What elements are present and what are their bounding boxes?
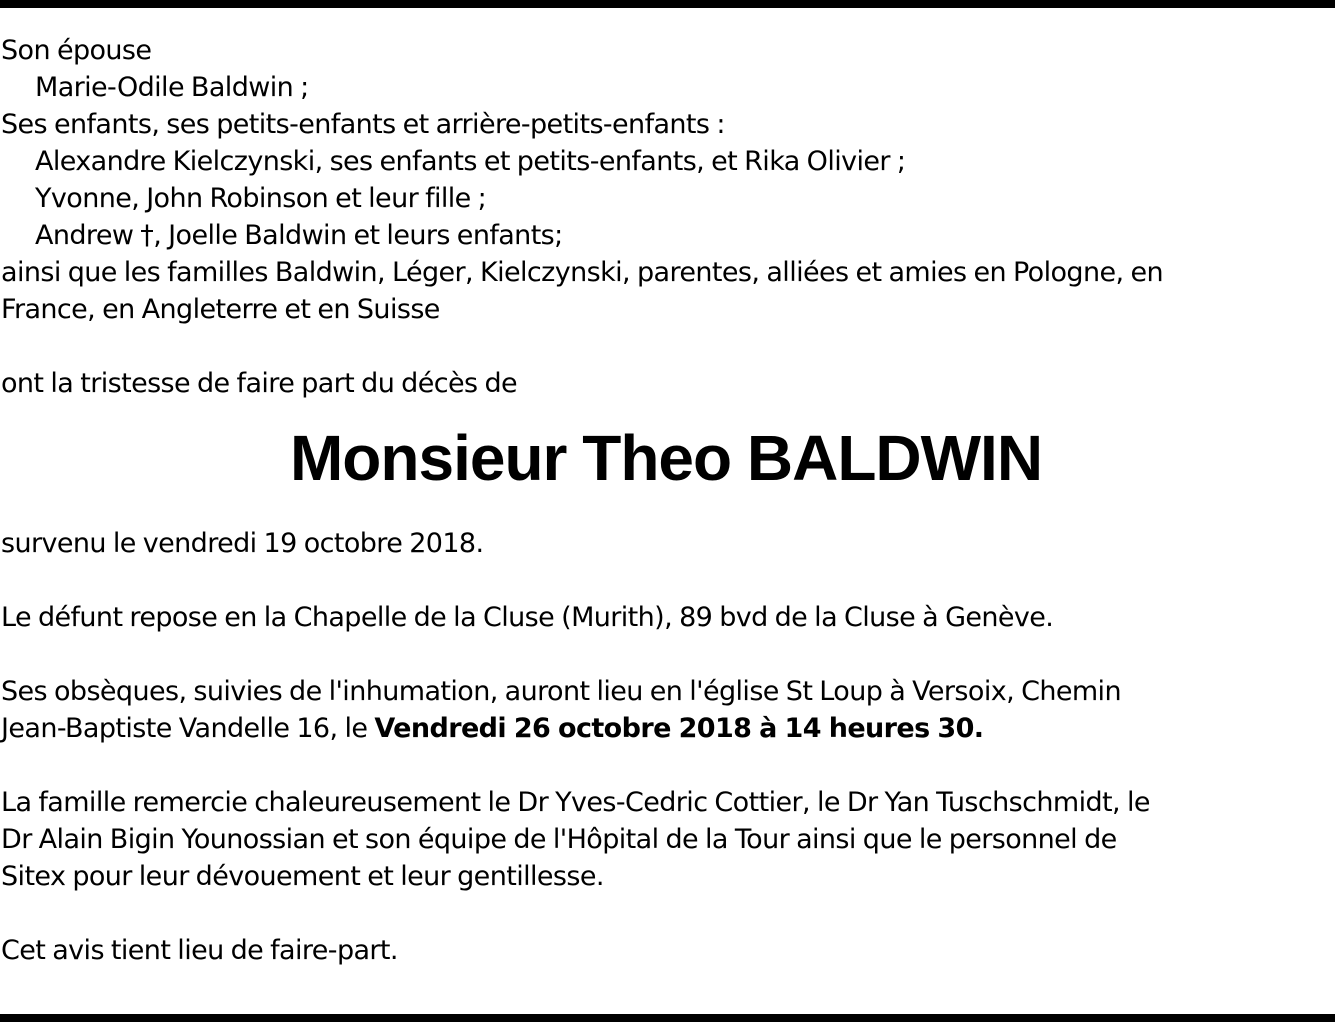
funeral-datetime: Vendredi 26 octobre 2018 à 14 heures 30. xyxy=(374,713,984,744)
announcement-text: ont la tristesse de faire part du décès de xyxy=(1,368,517,399)
spacer xyxy=(1,636,1331,673)
child-entry: Alexandre Kielczynski, ses enfants et petits-enfants, et Rika Olivier ; xyxy=(35,146,906,177)
thanks-line: La famille remercie chaleureusement le Dr Yves-Cedric Cottier, le Dr Yan Tuschschmidt, le xyxy=(1,787,1150,818)
closing-note: Cet avis tient lieu de faire-part. xyxy=(1,935,398,966)
funeral-details-line: Ses obsèques, suivies de l'inhumation, auront lieu en l'église St Loup à Versoix, Chemin xyxy=(1,676,1121,707)
spouse-name: Marie-Odile Baldwin ; xyxy=(35,72,309,103)
repose-location: Le défunt repose en la Chapelle de la Cluse (Murith), 89 bvd de la Cluse à Genève. xyxy=(1,602,1054,633)
deceased-name: Monsieur Theo BALDWIN xyxy=(289,422,1043,494)
child-entry: Andrew †, Joelle Baldwin et leurs enfants; xyxy=(35,220,563,251)
families-line: France, en Angleterre et en Suisse xyxy=(1,294,440,325)
children-heading: Ses enfants, ses petits-enfants et arrière-petits-enfants : xyxy=(1,109,725,140)
families-line: ainsi que les familles Baldwin, Léger, Kielczynski, parentes, alliées et amies en Pologne, en xyxy=(1,257,1163,288)
child-entry: Yvonne, John Robinson et leur fille ; xyxy=(35,183,487,214)
top-border-rule xyxy=(0,0,1335,8)
spacer xyxy=(1,747,1331,784)
thanks-line: Dr Alain Bigin Younossian et son équipe de l'Hôpital de la Tour ainsi que le personnel de xyxy=(1,824,1117,855)
bottom-border-rule xyxy=(0,1014,1335,1022)
spacer xyxy=(1,562,1331,599)
spacer xyxy=(1,895,1331,932)
spouse-heading: Son épouse xyxy=(1,35,152,66)
spacer xyxy=(1,328,1331,365)
funeral-details-line xyxy=(1,710,1331,747)
funeral-address-suffix: Jean-Baptiste Vandelle 16, le xyxy=(1,713,375,744)
death-date: survenu le vendredi 19 octobre 2018. xyxy=(1,528,484,559)
obituary-notice xyxy=(1,32,1331,969)
thanks-line: Sitex pour leur dévouement et leur gentillesse. xyxy=(1,861,604,892)
